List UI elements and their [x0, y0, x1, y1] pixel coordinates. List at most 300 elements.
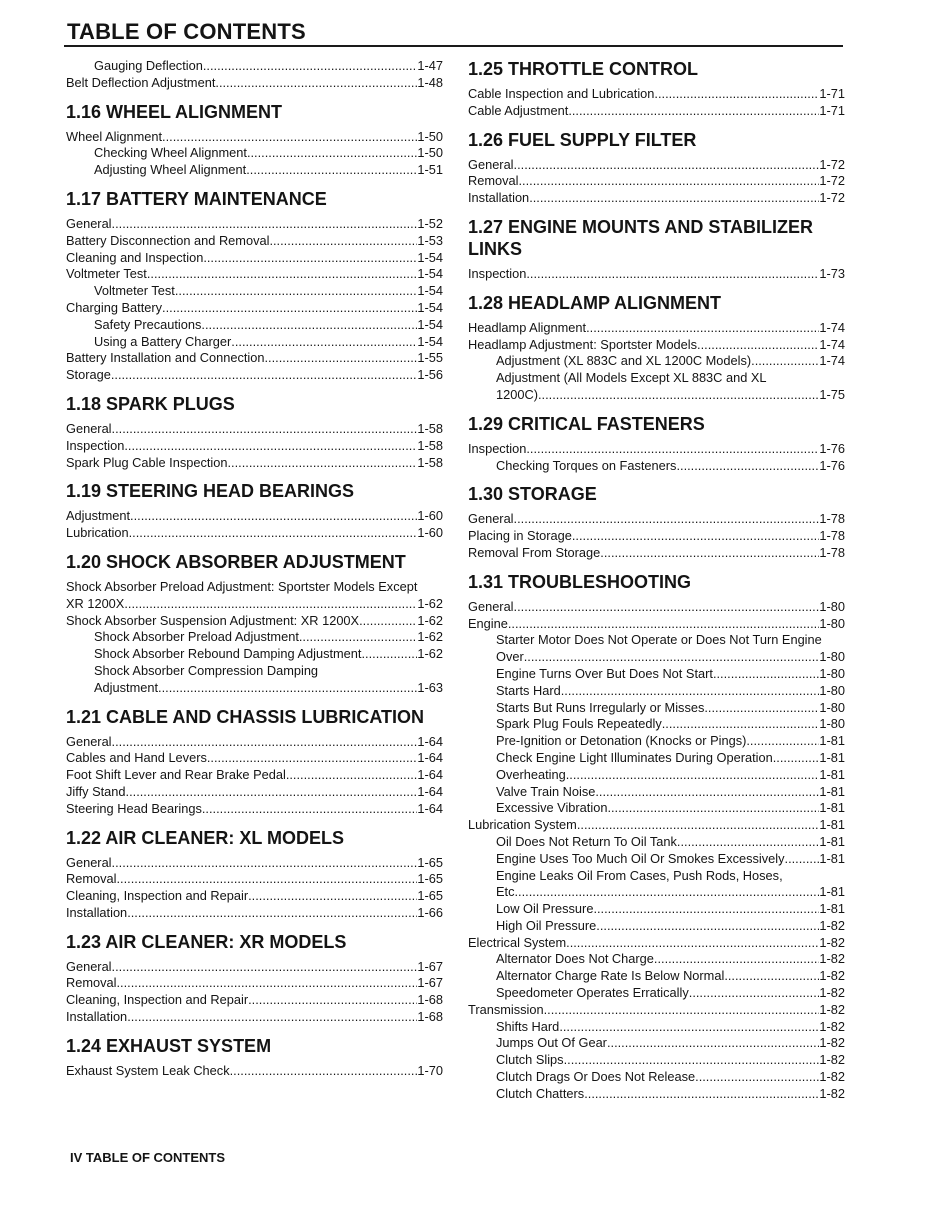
- toc-left-column: [66, 58, 443, 1080]
- toc-entry[interactable]: [468, 918, 845, 935]
- dot-leader: [572, 528, 820, 545]
- toc-page-number: 1-81: [819, 766, 845, 782]
- toc-entry-label: Engine Uses Too Much Oil Or Smokes Excessively: [496, 850, 785, 866]
- toc-entry-label: Overheating: [496, 766, 566, 782]
- toc-entry-label: Lubrication: [66, 525, 129, 541]
- toc-entry[interactable]: [468, 86, 845, 103]
- toc-entry[interactable]: [468, 817, 845, 834]
- toc-entry[interactable]: [66, 734, 443, 751]
- dot-leader: [162, 129, 417, 146]
- dot-leader: [704, 700, 819, 717]
- dot-leader: [662, 716, 820, 733]
- toc-entry[interactable]: [66, 350, 443, 367]
- toc-entry-label: Alternator Does Not Charge: [496, 951, 654, 967]
- dot-leader: [568, 103, 819, 120]
- dot-leader: [248, 888, 417, 905]
- toc-entry[interactable]: [468, 649, 845, 666]
- toc-entry[interactable]: [468, 951, 845, 968]
- section-heading[interactable]: 1.17 BATTERY MAINTENANCE: [66, 188, 327, 209]
- toc-entry[interactable]: [66, 75, 443, 92]
- toc-entry-label: General: [66, 733, 112, 749]
- toc-entry-label: Starts Hard: [496, 682, 561, 698]
- dot-leader: [508, 616, 820, 633]
- dot-leader: [124, 596, 417, 613]
- dot-leader: [299, 629, 418, 646]
- page-title: TABLE OF CONTENTS: [67, 19, 306, 44]
- dot-leader: [269, 233, 417, 250]
- toc-entry[interactable]: [66, 888, 443, 905]
- dot-leader: [596, 918, 819, 935]
- toc-entry-label: Removal From Storage: [468, 544, 601, 560]
- dot-leader: [544, 1002, 820, 1019]
- toc-entry-label: Adjustment (XL 883C and XL 1200C Models): [496, 353, 752, 369]
- toc-entry[interactable]: [66, 784, 443, 801]
- toc-page-number: 1-80: [819, 699, 845, 715]
- toc-page-number: 1-82: [819, 1085, 845, 1101]
- toc-entry[interactable]: [468, 320, 845, 337]
- toc-page-number: 1-81: [819, 850, 845, 866]
- toc-entry[interactable]: [468, 750, 845, 767]
- dot-leader: [595, 784, 819, 801]
- toc-entry[interactable]: [468, 458, 845, 475]
- toc-entry[interactable]: [468, 353, 845, 370]
- toc-section: [66, 393, 443, 471]
- dot-leader: [111, 367, 418, 384]
- toc-entry-label: General: [66, 854, 112, 870]
- toc-entry-label: Battery Disconnection and Removal: [66, 232, 270, 248]
- toc-entry[interactable]: [468, 173, 845, 190]
- toc-page-number: 1-60: [417, 508, 443, 524]
- toc-entry[interactable]: [468, 901, 845, 918]
- section-heading[interactable]: 1.16 WHEEL ALIGNMENT: [66, 101, 283, 122]
- toc-entry[interactable]: [468, 733, 845, 750]
- toc-entry-label: Adjusting Wheel Alignment: [94, 162, 247, 178]
- dot-leader: [538, 387, 819, 404]
- toc-entry[interactable]: [66, 162, 443, 179]
- toc-page-number: 1-54: [417, 249, 443, 265]
- toc-page-number: 1-71: [819, 86, 845, 101]
- toc-entry[interactable]: [468, 767, 845, 784]
- toc-entry[interactable]: [468, 834, 845, 851]
- toc-entry[interactable]: [66, 855, 443, 872]
- dot-leader: [773, 750, 820, 767]
- toc-entry[interactable]: [66, 334, 443, 351]
- toc-entry-label: Cable Adjustment: [468, 102, 569, 118]
- dot-leader: [361, 646, 417, 663]
- toc-entry-label: Headlamp Alignment: [468, 319, 587, 335]
- toc-page-number: 1-68: [417, 992, 443, 1008]
- toc-page-number: 1-80: [819, 615, 845, 631]
- toc-entry-line: Shock Absorber Compression Damping: [94, 662, 319, 678]
- toc-entry[interactable]: [66, 1063, 443, 1080]
- dot-leader: [600, 545, 819, 562]
- section-heading[interactable]: 1.30 STORAGE: [468, 484, 597, 505]
- toc-page-number: 1-54: [417, 266, 443, 282]
- toc-entry[interactable]: [468, 1052, 845, 1069]
- dot-leader: [529, 190, 819, 207]
- section-heading[interactable]: 1.31 TROUBLESHOOTING: [468, 571, 692, 592]
- toc-page-number: 1-75: [819, 386, 845, 402]
- toc-page-number: 1-81: [819, 833, 845, 849]
- toc-page-number: 1-60: [417, 525, 443, 541]
- toc-entry[interactable]: [66, 959, 443, 976]
- toc-page-number: 1-65: [417, 888, 443, 904]
- toc-entry[interactable]: [468, 700, 845, 717]
- dot-leader: [785, 851, 820, 868]
- toc-entry[interactable]: [66, 992, 443, 1009]
- toc-page-number: 1-64: [417, 750, 443, 766]
- toc-entry[interactable]: [468, 851, 845, 868]
- toc-entry-line: Engine Leaks Oil From Cases, Push Rods, Hoses,: [496, 867, 783, 883]
- toc-entry-label: Etc: [496, 884, 515, 900]
- dot-leader: [124, 438, 417, 455]
- toc-entry-label: Jumps Out Of Gear: [496, 1035, 607, 1051]
- toc-page-number: 1-81: [819, 733, 845, 749]
- toc-entry-label: General: [468, 511, 514, 527]
- toc-entry-label: Inspection: [66, 437, 125, 453]
- dot-leader: [112, 216, 418, 233]
- section-heading[interactable]: 1.26 FUEL SUPPLY FILTER: [468, 129, 697, 150]
- toc-entry[interactable]: [468, 441, 845, 458]
- toc-page-number: 1-74: [819, 319, 845, 335]
- toc-section: [468, 58, 845, 120]
- toc-section: [468, 571, 845, 1103]
- toc-entry[interactable]: [468, 190, 845, 207]
- toc-page-number: 1-82: [819, 968, 845, 984]
- toc-page-number: 1-81: [819, 901, 845, 917]
- toc-page-number: 1-80: [819, 716, 845, 732]
- toc-entry-label: 1200C): [496, 386, 538, 402]
- section-heading[interactable]: 1.27 ENGINE MOUNTS AND STABILIZER LINKS: [468, 216, 814, 259]
- toc-entry-label: Belt Deflection Adjustment: [66, 74, 216, 90]
- toc-section: [66, 706, 443, 818]
- toc-entry[interactable]: [66, 750, 443, 767]
- section-heading[interactable]: 1.25 THROTTLE CONTROL: [468, 59, 699, 79]
- toc-page-number: 1-58: [417, 454, 443, 470]
- toc-entry[interactable]: [468, 387, 845, 404]
- toc-entry-label: Gauging Deflection: [94, 58, 203, 73]
- dot-leader: [746, 733, 819, 750]
- toc-entry-label: Cleaning and Inspection: [66, 249, 204, 265]
- toc-entry-line: Starter Motor Does Not Operate or Does Not Turn Engine: [496, 632, 822, 648]
- toc-page-number: 1-74: [819, 353, 845, 369]
- toc-entry-label: Transmission: [468, 1001, 544, 1017]
- toc-entry-label: Storage: [66, 367, 111, 383]
- toc-entry[interactable]: [66, 646, 443, 663]
- dot-leader: [112, 734, 418, 751]
- toc-page-number: 1-80: [819, 682, 845, 698]
- toc-page-number: 1-81: [819, 817, 845, 833]
- toc-entry-label: Cleaning, Inspection and Repair: [66, 888, 249, 904]
- toc-entry[interactable]: [468, 884, 845, 901]
- toc-page-number: 1-81: [819, 783, 845, 799]
- toc-entry-label: Shock Absorber Rebound Damping Adjustment: [94, 646, 362, 662]
- toc-entry-line: Adjustment (All Models Except XL 883C and XL: [496, 370, 767, 386]
- title-rule: [64, 45, 843, 47]
- toc-entry[interactable]: [66, 767, 443, 784]
- toc-entry[interactable]: [468, 1086, 845, 1103]
- toc-page-number: 1-62: [417, 646, 443, 662]
- toc-page-number: 1-78: [819, 511, 845, 527]
- toc-entry[interactable]: [66, 283, 443, 300]
- dot-leader: [126, 784, 418, 801]
- dot-leader: [359, 613, 417, 630]
- toc-entry[interactable]: [66, 438, 443, 455]
- toc-page-number: 1-80: [819, 598, 845, 614]
- toc-entry-label: Checking Torques on Fasteners: [496, 457, 677, 473]
- toc-entry-label: Installation: [66, 904, 128, 920]
- dot-leader: [202, 801, 418, 818]
- toc-entry[interactable]: [66, 629, 443, 646]
- toc-entry[interactable]: [468, 599, 845, 616]
- toc-entry[interactable]: [468, 1069, 845, 1086]
- toc-page-number: 1-82: [819, 917, 845, 933]
- toc-page-number: 1-52: [417, 215, 443, 231]
- toc-section: [66, 931, 443, 1026]
- toc-page-number: 1-54: [417, 299, 443, 315]
- dot-leader: [203, 58, 418, 75]
- dot-leader: [230, 1063, 418, 1080]
- dot-leader: [607, 1035, 819, 1052]
- section-heading[interactable]: 1.22 AIR CLEANER: XL MODELS: [66, 827, 345, 848]
- toc-page-number: 1-50: [417, 145, 443, 161]
- section-heading[interactable]: 1.18 SPARK PLUGS: [66, 393, 235, 414]
- toc-page-number: 1-76: [819, 457, 845, 473]
- toc-page-number: 1-63: [417, 679, 443, 695]
- toc-entry[interactable]: [468, 103, 845, 120]
- toc-entry[interactable]: [66, 145, 443, 162]
- dot-leader: [713, 666, 819, 683]
- toc-entry[interactable]: [66, 129, 443, 146]
- dot-leader: [158, 680, 417, 697]
- toc-entry-label: XR 1200X: [66, 595, 125, 611]
- toc-entry-label: Clutch Chatters: [496, 1085, 585, 1101]
- section-heading[interactable]: 1.20 SHOCK ABSORBER ADJUSTMENT: [66, 551, 406, 572]
- dot-leader: [677, 834, 819, 851]
- dot-leader: [559, 1019, 819, 1036]
- toc-page-number: 1-53: [417, 232, 443, 248]
- toc-entry-label: Cleaning, Inspection and Repair: [66, 992, 249, 1008]
- toc-entry[interactable]: [66, 871, 443, 888]
- toc-section: [66, 188, 443, 384]
- toc-entry[interactable]: [66, 680, 443, 697]
- toc-entry[interactable]: [468, 716, 845, 733]
- toc-page-number: 1-74: [819, 336, 845, 352]
- dot-leader: [117, 975, 418, 992]
- toc-entry[interactable]: [468, 545, 845, 562]
- toc-entry-label: Over: [496, 649, 524, 665]
- toc-entry[interactable]: [468, 666, 845, 683]
- toc-section: [66, 101, 443, 179]
- toc-entry-label: Safety Precautions: [94, 316, 202, 332]
- dot-leader: [117, 871, 418, 888]
- dot-leader: [227, 455, 417, 472]
- toc-entry-label: Speedometer Operates Erratically: [496, 985, 689, 1001]
- toc-entry-label: Checking Wheel Alignment: [94, 145, 247, 161]
- toc-entry[interactable]: [66, 216, 443, 233]
- dot-leader: [248, 992, 417, 1009]
- toc-entry[interactable]: [66, 266, 443, 283]
- dot-leader: [162, 300, 417, 317]
- toc-entry-label: Placing in Storage: [468, 528, 572, 544]
- dot-leader: [127, 905, 417, 922]
- dot-leader: [519, 173, 820, 190]
- toc-page-number: 1-80: [819, 649, 845, 665]
- toc-section: [66, 551, 443, 697]
- toc-entry-label: General: [66, 215, 112, 231]
- toc-entry-label: Inspection: [468, 440, 527, 456]
- dot-leader: [247, 145, 417, 162]
- toc-entry[interactable]: [468, 337, 845, 354]
- dot-leader: [526, 441, 819, 458]
- toc-entry[interactable]: [468, 616, 845, 633]
- toc-entry-label: Shifts Hard: [496, 1018, 560, 1034]
- toc-entry[interactable]: [468, 935, 845, 952]
- toc-section: [468, 413, 845, 475]
- toc-entry[interactable]: [468, 528, 845, 545]
- toc-entry-label: Steering Head Bearings: [66, 800, 202, 816]
- toc-entry[interactable]: [468, 1019, 845, 1036]
- section-heading[interactable]: 1.29 CRITICAL FASTENERS: [468, 413, 705, 434]
- dot-leader: [561, 683, 820, 700]
- toc-page-number: 1-65: [417, 854, 443, 870]
- dot-leader: [654, 951, 819, 968]
- toc-entry-label: Engine: [468, 615, 508, 631]
- dot-leader: [566, 935, 819, 952]
- dot-leader: [231, 334, 417, 351]
- toc-entry[interactable]: [468, 985, 845, 1002]
- section-heading[interactable]: 1.23 AIR CLEANER: XR MODELS: [66, 931, 347, 952]
- toc-page-number: 1-62: [417, 595, 443, 611]
- toc-section: [66, 1035, 443, 1080]
- toc-entry-label: Removal: [468, 173, 519, 189]
- toc-entry-label: Check Engine Light Illuminates During Operation: [496, 749, 773, 765]
- section-heading[interactable]: 1.28 HEADLAMP ALIGNMENT: [468, 292, 722, 313]
- dot-leader: [215, 75, 417, 92]
- dot-leader: [593, 901, 819, 918]
- toc-page-number: 1-81: [819, 884, 845, 900]
- section-heading[interactable]: 1.21 CABLE AND CHASSIS LUBRICATION: [66, 706, 425, 727]
- toc-entry[interactable]: [66, 525, 443, 542]
- toc-entry[interactable]: [66, 508, 443, 525]
- toc-entry-label: Alternator Charge Rate Is Below Normal: [496, 968, 725, 984]
- dot-leader: [147, 266, 418, 283]
- toc-page-number: 1-51: [417, 162, 443, 178]
- toc-entry-label: Wheel Alignment: [66, 128, 163, 144]
- toc-page-number: 1-54: [417, 283, 443, 299]
- dot-leader: [577, 817, 820, 834]
- dot-leader: [514, 511, 820, 528]
- toc-page-number: 1-67: [417, 958, 443, 974]
- toc-page-number: 1-80: [819, 665, 845, 681]
- toc-page-number: 1-82: [819, 951, 845, 967]
- toc-entry-label: Battery Installation and Connection: [66, 350, 265, 366]
- dot-leader: [676, 458, 819, 475]
- toc-entry-label: General: [66, 958, 112, 974]
- toc-entry[interactable]: [66, 613, 443, 630]
- toc-entry[interactable]: [468, 968, 845, 985]
- toc-page-number: 1-82: [819, 1069, 845, 1085]
- toc-page-number: 1-72: [819, 173, 845, 189]
- dot-leader: [203, 250, 417, 267]
- dot-leader: [112, 959, 418, 976]
- toc-entry-label: Spark Plug Cable Inspection: [66, 454, 228, 470]
- toc-section: [66, 827, 443, 922]
- toc-entry-label: Removal: [66, 975, 117, 991]
- dot-leader: [129, 525, 418, 542]
- toc-page-number: 1-82: [819, 934, 845, 950]
- dot-leader: [515, 884, 820, 901]
- toc-entry-label: Clutch Slips: [496, 1052, 564, 1068]
- toc-page-number: 1-72: [819, 156, 845, 172]
- toc-section: [66, 480, 443, 542]
- toc-entry[interactable]: [468, 1002, 845, 1019]
- toc-entry[interactable]: [468, 784, 845, 801]
- dot-leader: [724, 968, 819, 985]
- toc-entry[interactable]: [66, 455, 443, 472]
- dot-leader: [112, 855, 418, 872]
- toc-entry-label: Shock Absorber Preload Adjustment: [94, 629, 299, 645]
- toc-entry-label: Electrical System: [468, 934, 567, 950]
- toc-page-number: 1-68: [417, 1009, 443, 1025]
- toc-entry-line: Shock Absorber Preload Adjustment: Sportster Models Except: [66, 578, 418, 594]
- toc-entry[interactable]: [66, 233, 443, 250]
- toc-page-number: 1-62: [417, 629, 443, 645]
- toc-page-number: 1-72: [819, 190, 845, 206]
- toc-page-number: 1-76: [819, 440, 845, 456]
- toc-entry[interactable]: [66, 250, 443, 267]
- toc-entry[interactable]: [468, 683, 845, 700]
- section-heading[interactable]: 1.19 STEERING HEAD BEARINGS: [66, 481, 355, 502]
- section-heading[interactable]: 1.24 EXHAUST SYSTEM: [66, 1035, 272, 1056]
- toc-page-number: 1-73: [819, 265, 845, 281]
- toc-entry[interactable]: [468, 800, 845, 817]
- toc-entry[interactable]: [66, 300, 443, 317]
- toc-entry[interactable]: [66, 975, 443, 992]
- toc-entry[interactable]: [468, 1035, 845, 1052]
- toc-entry-label: Cables and Hand Levers: [66, 750, 207, 766]
- dot-leader: [654, 86, 819, 103]
- toc-page-number: 1-58: [417, 420, 443, 436]
- dot-leader: [286, 767, 418, 784]
- toc-entry[interactable]: [66, 596, 443, 613]
- toc-page-number: 1-82: [819, 1052, 845, 1068]
- toc-page-number: 1-64: [417, 733, 443, 749]
- toc-entry[interactable]: [468, 266, 845, 283]
- toc-entry[interactable]: [468, 511, 845, 528]
- dot-leader: [584, 1086, 819, 1103]
- toc-entry[interactable]: [66, 367, 443, 384]
- toc-entry[interactable]: [66, 905, 443, 922]
- toc-entry-label: General: [468, 156, 514, 172]
- toc-entry[interactable]: [66, 58, 443, 75]
- toc-entry[interactable]: [66, 1009, 443, 1026]
- toc-entry-label: Charging Battery: [66, 299, 163, 315]
- dot-leader: [514, 157, 820, 174]
- toc-entry[interactable]: [66, 317, 443, 334]
- toc-entry[interactable]: [66, 421, 443, 438]
- toc-entry[interactable]: [468, 157, 845, 174]
- toc-entry-label: Voltmeter Test: [66, 266, 147, 282]
- dot-leader: [112, 421, 418, 438]
- toc-entry-label: General: [468, 598, 514, 614]
- page-footer: IV TABLE OF CONTENTS: [70, 1150, 226, 1165]
- toc-entry[interactable]: [66, 801, 443, 818]
- toc-entry-label: Foot Shift Lever and Rear Brake Pedal: [66, 767, 286, 783]
- toc-entry-label: Headlamp Adjustment: Sportster Models: [468, 336, 698, 352]
- dot-leader: [127, 1009, 417, 1026]
- toc-entry-label: Pre-Ignition or Detonation (Knocks or Pings): [496, 733, 747, 749]
